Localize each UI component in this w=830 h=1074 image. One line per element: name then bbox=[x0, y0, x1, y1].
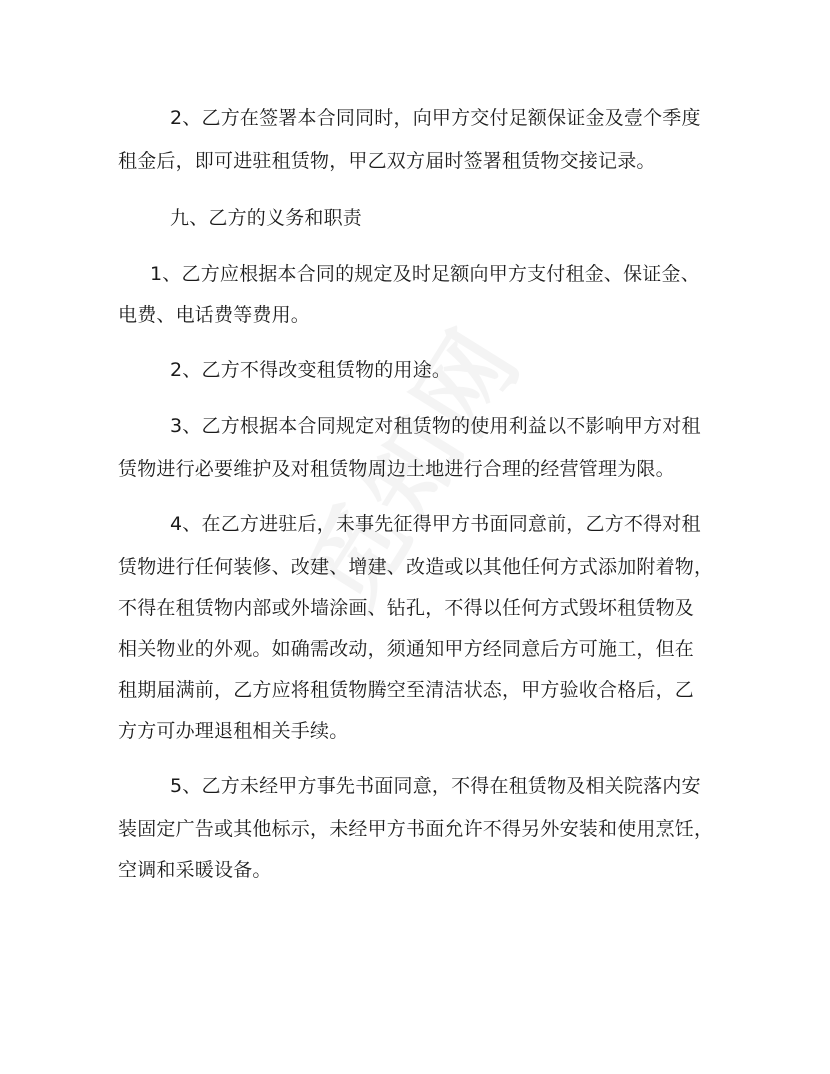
obligation-4-line-2: 赁物进行任何装修、改建、增建、改造或以其他任何方式添加附着物， bbox=[118, 556, 714, 578]
obligation-3-line-2: 赁物进行必要维护及对租赁物周边土地进行合理的经营管理为限。 bbox=[118, 458, 675, 480]
paragraph-2-line-2: 租金后，即可进驻租赁物，甲乙双方届时签署租赁物交接记录。 bbox=[118, 150, 656, 172]
obligation-5-line-1: 5、乙方未经甲方事先书面同意，不得在租赁物及相关院落内安 bbox=[170, 775, 701, 797]
obligation-4-line-5: 租期届满前，乙方应将租赁物腾空至清洁状态，甲方验收合格后，乙 bbox=[118, 679, 695, 701]
obligation-4-line-1: 4、在乙方进驻后，未事先征得甲方书面同意前，乙方不得对租 bbox=[170, 513, 701, 535]
obligation-4-line-6: 方方可办理退租相关手续。 bbox=[118, 720, 349, 742]
obligation-5-line-3: 空调和采暖设备。 bbox=[118, 859, 272, 881]
obligation-3-line-1: 3、乙方根据本合同规定对租赁物的使用利益以不影响甲方对租 bbox=[170, 415, 701, 437]
paragraph-2-line-1: 2、乙方在签署本合同同时，向甲方交付足额保证金及壹个季度 bbox=[170, 107, 701, 129]
obligation-1-line-1: 1、乙方应根据本合同的规定及时足额向甲方支付租金、保证金、 bbox=[150, 263, 700, 285]
obligation-4-line-3: 不得在租赁物内部或外墙涂画、钻孔，不得以任何方式毁坏租赁物及 bbox=[118, 597, 695, 619]
section-heading-9: 九、乙方的义务和职责 bbox=[170, 207, 363, 229]
obligation-2: 2、乙方不得改变租赁物的用途。 bbox=[170, 359, 452, 381]
obligation-5-line-2: 装固定广告或其他标示，未经甲方书面允许不得另外安装和使用烹饪， bbox=[118, 818, 714, 840]
obligation-4-line-4: 相关物业的外观。如确需改动，须通知甲方经同意后方可施工，但在 bbox=[118, 638, 695, 660]
obligation-1-line-2: 电费、电话费等费用。 bbox=[118, 304, 311, 326]
